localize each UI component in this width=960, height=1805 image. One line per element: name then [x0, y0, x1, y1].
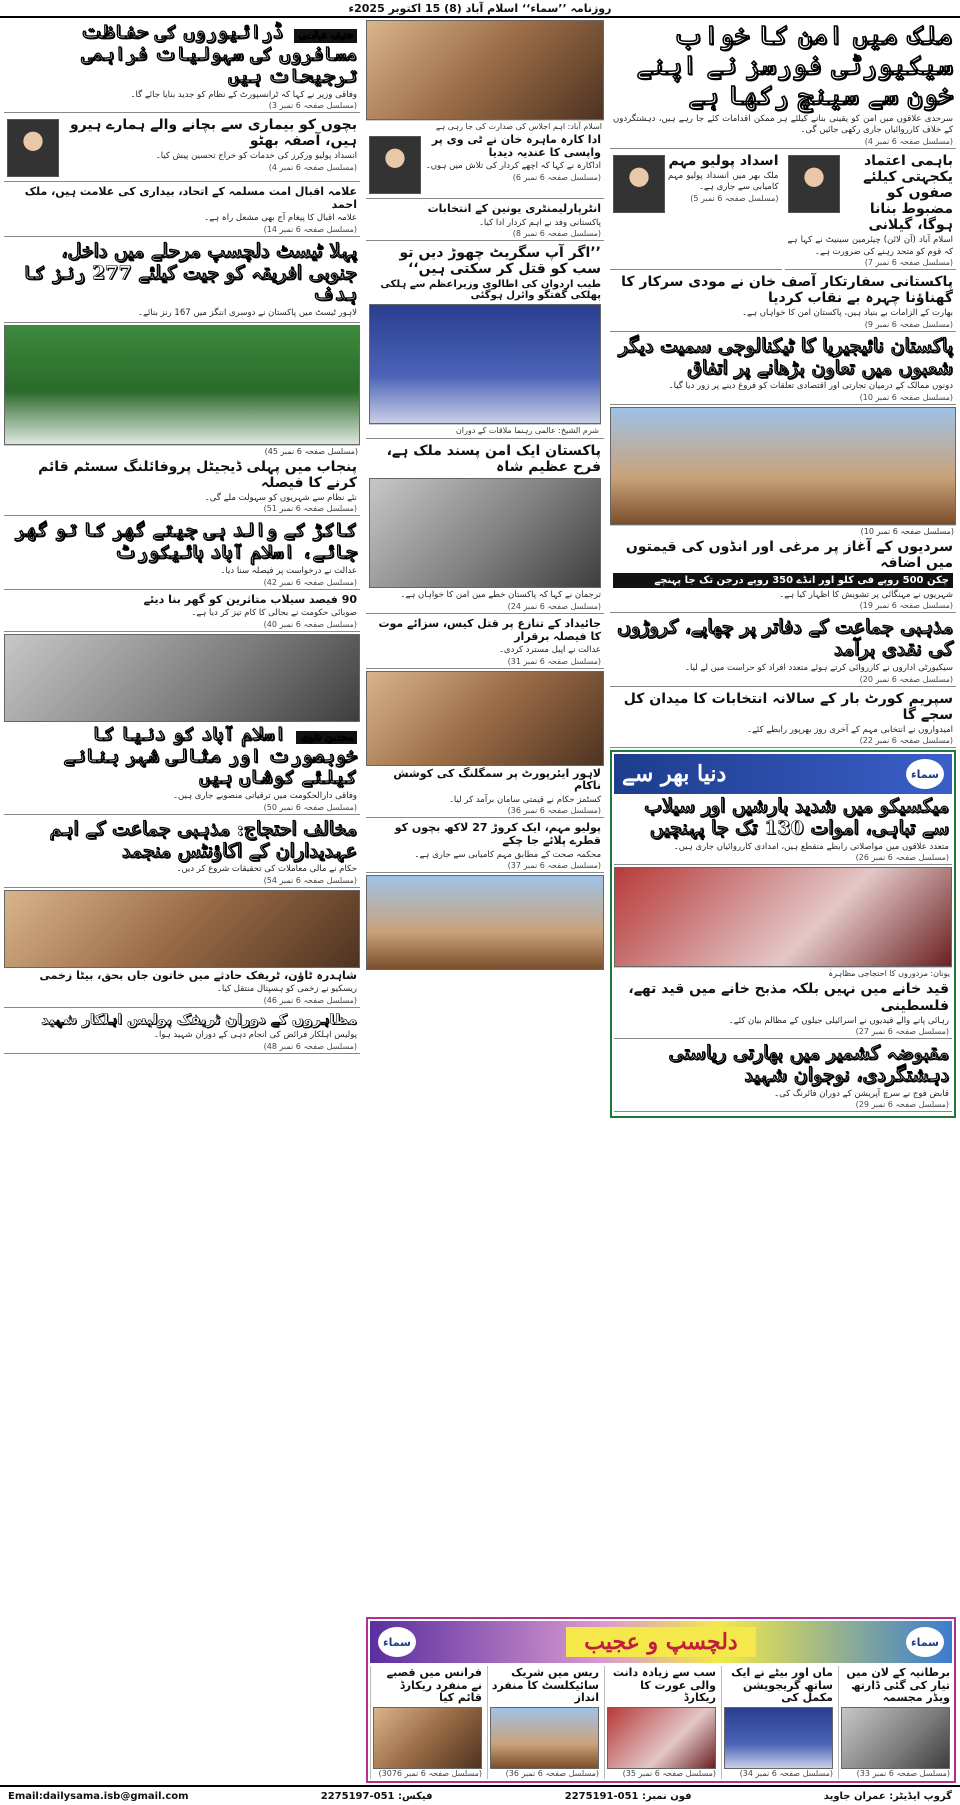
header-rule-right	[948, 2, 952, 15]
story-body: وفاقی وزیر نے کہا کہ ٹرانسپورٹ کے نظام کو جدید بنایا جائے گا۔	[130, 89, 357, 100]
fun-ref: (مسلسل صفحہ 6 نمبر 33)	[856, 1769, 950, 1778]
photo-caption: اسلام آباد: اہم اجلاس کی صدارت کی جا رہی ہے	[366, 120, 604, 132]
fun-headline: ریس میں شریک سائیکلسٹ کا منفرد انداز	[491, 1666, 599, 1705]
story-profiling	[4, 457, 360, 517]
story-body: پاکستانی وفد نے اہم کردار ادا کیا۔	[478, 217, 601, 228]
fun-item	[370, 1666, 484, 1779]
story-ref: (مسلسل صفحہ 6 نمبر 9)	[864, 319, 953, 329]
story-ref: (مسلسل صفحہ 6 نمبر 22)	[859, 736, 953, 746]
story-body: بھارت کے الزامات بے بنیاد ہیں، پاکستان امن کا خواہاں ہے۔	[742, 308, 953, 319]
fun-section	[366, 1617, 956, 1783]
portrait-photo	[788, 155, 840, 213]
story-iqbal	[4, 184, 360, 237]
story-body: صوبائی حکومت نے بحالی کا کام تیز کر دیا ہے۔	[191, 608, 357, 619]
world-story-mexico	[614, 794, 952, 865]
story-property	[366, 616, 604, 669]
story-headline	[7, 22, 357, 88]
fun-headline: فرانس میں قصبے نے منفرد ریکارڈ قائم کیا	[386, 1666, 482, 1705]
story-ref: (مسلسل صفحہ 6 نمبر 46)	[263, 995, 357, 1005]
fun-item	[487, 1666, 601, 1779]
header-rule-left	[8, 2, 12, 15]
fun-photo	[490, 1707, 599, 1769]
fun-banner	[370, 1621, 952, 1663]
fun-ref: (مسلسل صفحہ 6 نمبر 35)	[622, 1769, 716, 1778]
left-column	[4, 20, 360, 1783]
story-ref: (مسلسل صفحہ 6 نمبر 24)	[507, 601, 601, 611]
story-headline: ادا کارہ ماہرہ خان نے ٹی وی پر واپسی کا عندیہ دیدیا	[431, 133, 601, 159]
story-mahira	[366, 132, 604, 199]
story-headline	[7, 724, 357, 790]
story-body: سیکیورٹی اداروں نے کارروائی کرتے ہوئے متعدد افراد کو حراست میں لے لیا۔	[684, 663, 953, 674]
story-headline: لاہور ایئرپورٹ پر سمگلنگ کی کوشش ناکام	[393, 766, 601, 793]
story-subhead: طیب اردوان کی اطالوی وزیراعظم سے ہلکی پھلکی گفتگو وائرل ہوگئی	[380, 279, 601, 302]
story-headline: انٹرپارلیمنٹری یونین کے انتخابات	[427, 202, 601, 215]
photo-caption: (مسلسل صفحہ 6 نمبر 45)	[4, 445, 360, 457]
story-airport	[366, 766, 604, 819]
story-body: اسلام آباد (آن لائن) چیئرمین سینیٹ نے کہا ہے کہ قوم کو متحد رہنے کی ضرورت ہے۔	[787, 235, 953, 257]
story-accounts	[4, 817, 360, 888]
story-headline: شاہدرہ ٹاؤن، ٹریفک حادثے میں خاتون جاں بحق، بیٹا زخمی	[39, 968, 357, 982]
fun-columns	[370, 1666, 952, 1779]
story-ref: (مسلسل صفحہ 6 نمبر 31)	[507, 656, 601, 666]
story-headline: مقبوضہ کشمیر میں بھارتی ریاستی دہشتگردی، نوجوان شہید	[668, 1042, 949, 1086]
story-tag: حنیف عباسی	[294, 29, 357, 43]
story-headline: ’’اگر آپ سگریٹ چھوڑ دیں تو سب کو قتل کر سکتی ہیں‘‘	[399, 245, 601, 278]
story-headline: جائیداد کے تنازع پر قتل کیس، سزائے موت کا فیصلہ برقرار	[378, 616, 601, 643]
story-prices	[610, 537, 956, 614]
fun-photo	[841, 1707, 950, 1769]
fun-photo	[724, 1707, 833, 1769]
story-tag: محسن نقوی	[296, 731, 357, 745]
footer-phone: فون نمبر: 051-2275191	[564, 1790, 692, 1802]
world-banner	[614, 754, 952, 794]
story-ref: (مسلسل صفحہ 6 نمبر 7)	[864, 258, 953, 268]
story-ipu	[366, 201, 604, 241]
story-headline: پاکستانی سفارتکار آصف خان نے مودی سرکار کا گھناؤنا چہرہ بے نقاب کردیا	[621, 274, 953, 307]
story-accident	[4, 968, 360, 1008]
right-column	[610, 20, 956, 1783]
story-body: وفاقی دارالحکومت میں ترقیاتی منصوبے جاری ہیں۔	[173, 791, 357, 802]
story-aseefa	[4, 115, 360, 182]
story-body: علامہ اقبال کا پیغام آج بھی مشعل راہ ہے۔	[204, 213, 357, 224]
lead-headline: ملک میں امن کا خواب سیکیورٹی فورسز نے اپنے خون سے سینچ رکھا ہے	[636, 21, 953, 111]
story-headline-text: اسلام آباد کو دنیا کا خوبصورت اور مثالی شہر بنانے کیلئے کوشاں ہیں	[63, 722, 357, 789]
story-erdogan	[366, 243, 604, 439]
sama-logo: سماء	[906, 1627, 944, 1657]
world-title: دنیا بھر سے	[622, 761, 727, 788]
sama-logo-small: سماء	[378, 1627, 416, 1657]
photo-caption: یونان: مزدوروں کا احتجاجی مظاہرہ	[614, 967, 952, 979]
story-body: قابض فوج نے سرچ آپریشن کے دوران فائرنگ کی۔	[774, 1088, 949, 1099]
story-police-martyr	[4, 1010, 360, 1054]
story-ref: (مسلسل صفحہ 6 نمبر 26)	[855, 853, 949, 863]
world-news-box	[610, 750, 956, 1118]
story-headline: مظاہروں کے دوران ٹریفک پولیس اہلکار شہید	[41, 1011, 357, 1028]
spokesperson-photo	[369, 478, 601, 588]
fun-item	[838, 1666, 952, 1779]
conference-photo	[366, 671, 604, 766]
story-headline: باہمی اعتماد یکجہتی کیلئے صفوں کو مضبوط بنانا ہوگا، گیلانی	[863, 152, 953, 233]
story-body: اداکارہ نے کہا کہ اچھے کردار کی تلاش میں ہوں۔	[425, 161, 601, 172]
story-gilani	[785, 151, 957, 270]
fun-ref: (مسلسل صفحہ 6 نمبر 34)	[739, 1769, 833, 1778]
story-bar-elections	[610, 689, 956, 749]
story-body: نئے نظام سے شہریوں کو سہولت ملے گی۔	[204, 492, 357, 503]
fun-headline: ماں اور بیٹے نے ایک ساتھ گریجویشن مکمل کی	[731, 1666, 833, 1705]
story-body: ریسکیو نے زخمی کو ہسپتال منتقل کیا۔	[216, 984, 357, 995]
fun-headline: برطانیہ کے لان میں تیار کی گئی ڈارتھ ویڈر مجسمہ	[846, 1666, 950, 1705]
page-footer	[0, 1785, 960, 1805]
story-headline: قید خانے میں نہیں بلکہ مذبح خانے میں قید تھے، فلسطینی	[628, 981, 949, 1014]
footer-credit: گروپ ایڈیٹر: عمران جاوید	[823, 1790, 952, 1802]
story-headline: مخالف احتجاج: مذہبی جماعت کے اہم عہدیداران کے اکاؤنٹس منجمد	[49, 817, 357, 862]
protest-photo	[614, 867, 952, 967]
story-ref: (مسلسل صفحہ 6 نمبر 48)	[263, 1041, 357, 1051]
story-body: حکام نے مالی معاملات کی تحقیقات شروع کر دیں۔	[176, 864, 357, 875]
story-nigeria	[610, 334, 956, 405]
world-story-kashmir	[614, 1041, 952, 1112]
lead-story	[610, 20, 956, 149]
story-body: پولیس اہلکار فرائض کی انجام دہی کے دوران شہید ہوا۔	[153, 1030, 357, 1041]
story-high-court	[4, 518, 360, 589]
story-body: عدالت نے درخواست پر فیصلہ سنا دیا۔	[220, 566, 357, 577]
story-headline-text: ڈرائیوروں کی حفاظت مسافروں کی سہولیات فراہمی ترجیحات ہیں	[81, 21, 357, 87]
story-ref: (مسلسل صفحہ 6 نمبر 6)	[512, 172, 601, 182]
middle-column	[366, 20, 604, 1783]
story-headline: 90 فیصد سیلاب متاثرین کو گھر بنا دیئے	[143, 592, 357, 606]
story-ref: (مسلسل صفحہ 6 نمبر 3)	[268, 101, 357, 110]
story-headline: میکسیکو میں شدید بارشیں اور سیلاب سے تباہی، اموات 130 تک جا پہنچیں	[644, 795, 949, 840]
fun-title: دلچسپ و عجیب	[566, 1627, 755, 1657]
story-headline: کاکڑ کے والد ہی جیتے گھر کا تو گھر جائے، اسلام آباد ہائیکورٹ	[14, 519, 357, 564]
lead-ref: (مسلسل صفحہ 6 نمبر 4)	[864, 136, 953, 146]
footer-email[interactable]: Email:dailysama.isb@gmail.com	[8, 1790, 189, 1802]
story-headline: پہلا ٹیسٹ دلچسپ مرحلے میں داخل، جنوبی افریقہ کو جیت کیلئے 277 رنز کا ہدف	[23, 239, 357, 306]
fun-box	[366, 1617, 956, 1783]
market-photo	[366, 875, 604, 970]
lead-body: سرحدی علاقوں میں امن کو یقینی بنانے کیلئے ہر ممکن اقدامات کئے جا رہے ہیں، دہشتگردوں کے خلاف کارروائیاں جاری رکھی جائیں گی۔	[613, 113, 953, 136]
photo-caption: شرم الشیخ: عالمی رہنما ملاقات کے دوران	[369, 424, 601, 436]
story-ref: (مسلسل صفحہ 6 نمبر 14)	[263, 224, 357, 234]
fun-item	[604, 1666, 718, 1779]
masthead-line: روزنامہ ’’سماء‘‘ اسلام آباد (8) 15 اکتوبر 2025ء	[348, 1, 612, 15]
story-ref: (مسلسل صفحہ 6 نمبر 8)	[512, 229, 601, 239]
cricket-photo	[4, 325, 360, 445]
story-body: کسٹمز حکام نے قیمتی سامان برآمد کر لیا۔	[448, 794, 601, 805]
story-test-match	[4, 239, 360, 323]
fun-ref: (مسلسل صفحہ 6 نمبر 36)	[505, 1769, 599, 1778]
footer-fax: فیکس: 051-2275197	[320, 1790, 433, 1802]
story-body: انسداد پولیو ورکرز کی خدمات کو خراج تحسین پیش کیا۔	[155, 151, 357, 162]
story-flood	[4, 592, 360, 632]
story-ref: (مسلسل صفحہ 6 نمبر 37)	[507, 861, 601, 871]
story-body: ملک بھر میں انسداد پولیو مہم کامیابی سے جاری ہے۔	[668, 170, 779, 193]
story-headline: مذہبی جماعت کے دفاتر پر چھاپے، کروڑوں کی نقدی برآمد	[617, 616, 953, 661]
fun-ref: (مسلسل صفحہ 6 نمبر 3076)	[378, 1769, 482, 1778]
portrait-photo	[369, 136, 421, 194]
story-headline: پاکستان نائیجیریا کا ٹیکنالوجی سمیت دیگر شعبوں میں تعاون بڑھانے پر اتفاق	[618, 334, 953, 379]
story-headline: سپریم کورٹ بار کے سالانہ انتخابات کا میدان کل سجے گا	[623, 690, 953, 723]
story-headline: سردیوں کے آغاز پر مرغی اور انڈوں کی قیمتوں میں اضافہ	[625, 538, 953, 571]
story-ref: (مسلسل صفحہ 6 نمبر 10)	[859, 392, 953, 402]
story-body: امیدواروں نے انتخابی مہم کے آخری روز بھرپور رابطے کئے۔	[746, 724, 953, 735]
story-headline: علامہ اقبال امت مسلمہ کے اتحاد، بیداری کی علامت ہیں، ملک احمد	[24, 185, 357, 211]
story-subhead: چکن 500 روپے فی کلو اور انڈے 350 روپے درجن تک جا پہنچے	[613, 573, 953, 588]
story-headline: پنجاب میں پہلی ڈیجیٹل پروفائلنگ سسٹم قائم کرنے کا فیصلہ	[38, 458, 357, 491]
fun-photo	[373, 1707, 482, 1769]
story-body: عدالت نے اپیل مسترد کردی۔	[498, 645, 601, 656]
content-grid	[4, 20, 956, 1783]
sama-logo: سماء	[906, 759, 944, 789]
portrait-photo	[613, 155, 665, 213]
story-polio	[610, 151, 782, 270]
delegation-photo	[610, 407, 956, 525]
story-ref: (مسلسل صفحہ 6 نمبر 36)	[507, 806, 601, 816]
photo-caption: (مسلسل صفحہ 6 نمبر 10)	[610, 525, 956, 537]
story-islamabad	[4, 722, 360, 815]
story-abbasi	[4, 20, 360, 113]
story-diplomat	[610, 272, 956, 332]
story-ref: (مسلسل صفحہ 6 نمبر 51)	[263, 504, 357, 514]
story-polio-drive	[366, 820, 604, 873]
story-headline: اسداد پولیو مہم	[668, 152, 779, 169]
story-body: رہائی پانے والے قیدیوں نے اسرائیلی جیلوں کے مظالم بیان کئے۔	[728, 1015, 949, 1026]
story-ref: (مسلسل صفحہ 6 نمبر 5)	[690, 193, 779, 203]
hospital-photo	[4, 890, 360, 968]
story-raids	[610, 615, 956, 686]
story-body: ترجمان نے کہا کہ پاکستان خطے میں امن کا خواہاں ہے۔	[400, 590, 601, 601]
story-ref: (مسلسل صفحہ 6 نمبر 20)	[859, 674, 953, 684]
fun-headline: سب سے زیادہ دانت والی عورت کا ریکارڈ	[612, 1666, 716, 1705]
story-ref: (مسلسل صفحہ 6 نمبر 19)	[859, 601, 953, 611]
story-headline: پولیو مہم، ایک کروڑ 27 لاکھ بچوں کو قطرے پلائے جا چکے	[394, 821, 601, 848]
story-ref: (مسلسل صفحہ 6 نمبر 4)	[268, 162, 357, 172]
portrait-photo	[7, 119, 59, 177]
story-ref: (مسلسل صفحہ 6 نمبر 42)	[263, 577, 357, 587]
page-header	[0, 0, 960, 18]
story-headline: بچوں کو بیماری سے بچانے والے ہمارے ہیرو ہیں، آصفہ بھٹو	[69, 117, 357, 150]
world-story-palestine	[614, 979, 952, 1039]
story-ref: (مسلسل صفحہ 6 نمبر 50)	[263, 802, 357, 812]
story-body: متعدد علاقوں میں مواصلاتی رابطے منقطع ہیں، امدادی کارروائیاں جاری ہیں۔	[673, 841, 949, 852]
story-body: لاہور ٹیسٹ میں پاکستان نے دوسری اننگز میں 167 رنز بنائے۔	[138, 308, 357, 319]
story-body: شہریوں نے مہنگائی پر تشویش کا اظہار کیا ہے۔	[779, 590, 953, 601]
story-ref: (مسلسل صفحہ 6 نمبر 29)	[855, 1100, 949, 1110]
story-farah	[366, 441, 604, 614]
middle-row-1	[366, 132, 604, 201]
story-body: دونوں ممالک کے درمیان تجارتی اور اقتصادی تعلقات کو فروغ دینے پر زور دیا گیا۔	[668, 381, 953, 392]
story-ref: (مسلسل صفحہ 6 نمبر 54)	[263, 875, 357, 885]
fun-photo	[607, 1707, 716, 1769]
meeting-photo	[366, 20, 604, 120]
story-body: محکمہ صحت کے مطابق مہم کامیابی سے جاری ہے۔	[414, 849, 601, 860]
leaders-photo	[369, 304, 601, 424]
story-ref: (مسلسل صفحہ 6 نمبر 40)	[263, 619, 357, 629]
fun-item	[721, 1666, 835, 1779]
story-ref: (مسلسل صفحہ 6 نمبر 27)	[855, 1027, 949, 1037]
story-headline: پاکستان ایک امن پسند ملک ہے، فرح عظیم شاہ	[386, 443, 601, 476]
group-photo	[4, 634, 360, 722]
right-row-1	[610, 151, 956, 272]
